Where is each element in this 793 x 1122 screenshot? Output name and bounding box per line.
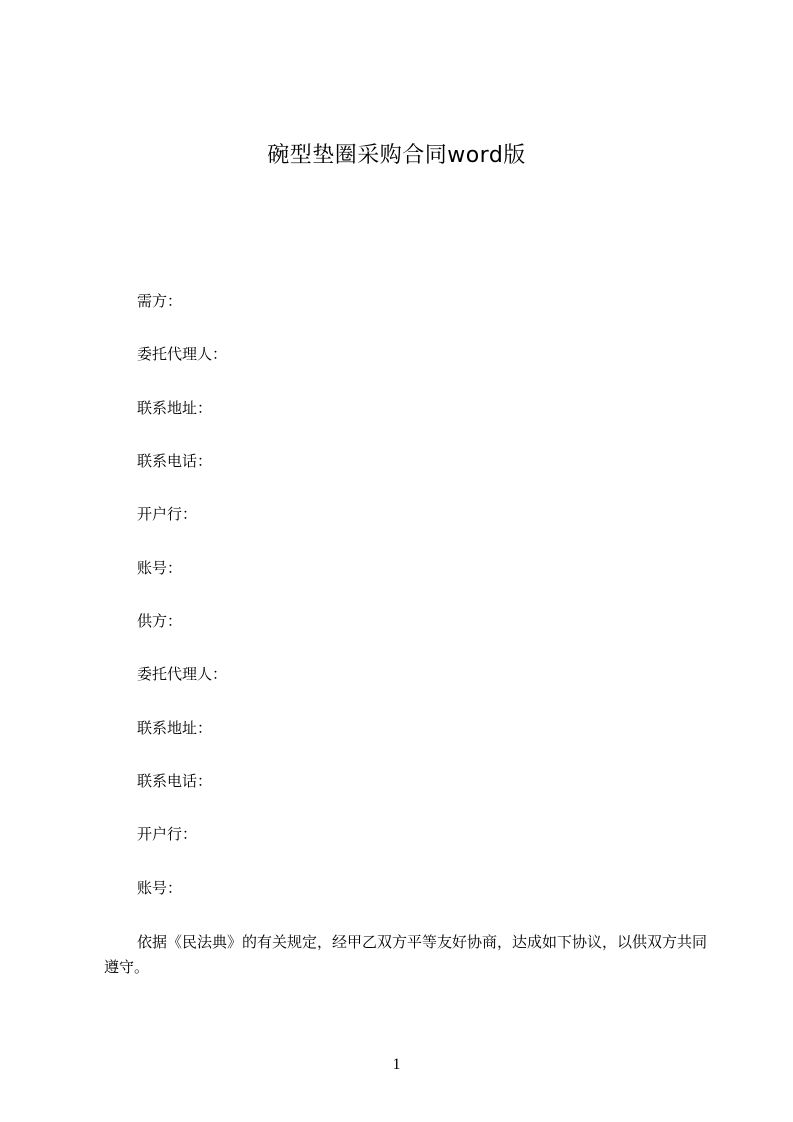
buyer-address-label: 联系地址： [137, 399, 213, 417]
document-title: 碗型垫圈采购合同word版 [267, 143, 526, 168]
supplier-account-label: 账号： [137, 879, 183, 897]
intro-paragraph: 依据《民法典》的有关规定，经甲乙双方平等友好协商，达成如下协议，以供双方共同遵守。 [104, 933, 708, 976]
buyer-phone-label: 联系电话： [137, 452, 213, 470]
supplier-agent-label: 委托代理人： [137, 665, 228, 683]
supplier-bank-label: 开户行： [137, 825, 198, 843]
buyer-agent-label: 委托代理人： [137, 345, 228, 363]
buyer-party-label: 需方： [137, 292, 183, 310]
supplier-phone-label: 联系电话： [137, 772, 213, 790]
supplier-address-label: 联系地址： [137, 719, 213, 737]
buyer-bank-label: 开户行： [137, 505, 198, 523]
buyer-account-label: 账号： [137, 559, 183, 577]
page-number: 1 [392, 1056, 401, 1073]
supplier-party-label: 供方： [137, 612, 183, 630]
